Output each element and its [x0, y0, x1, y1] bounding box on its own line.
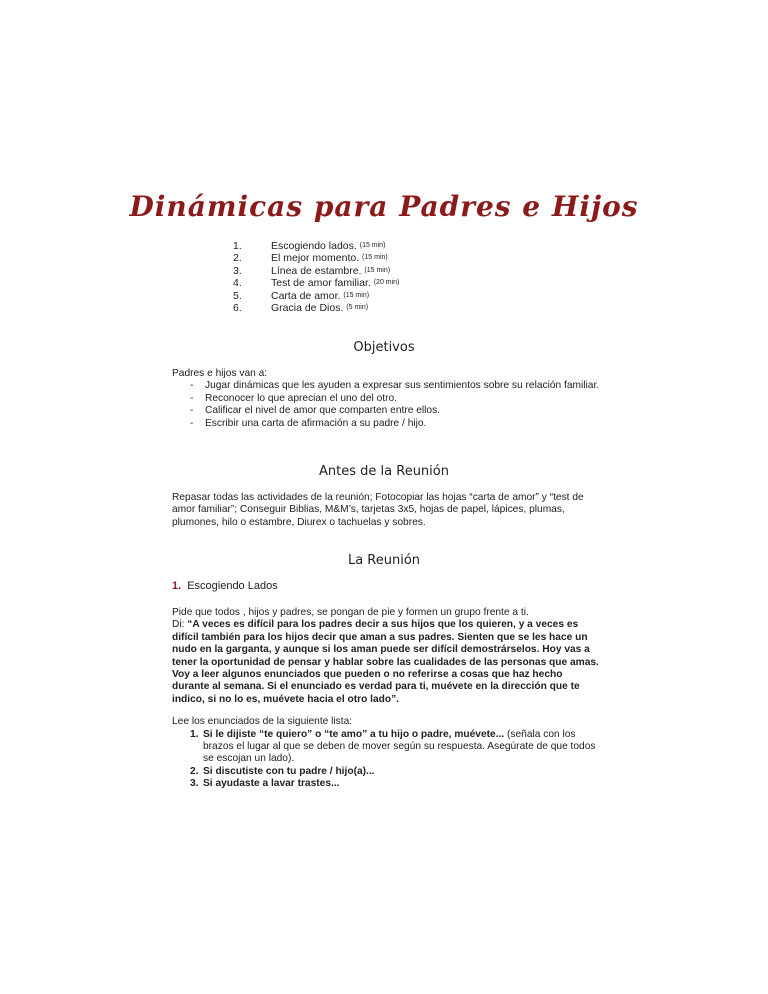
page-title: Dinámicas para Padres e Hijos	[129, 190, 639, 223]
reunion-heading: La Reunión	[347, 553, 421, 568]
list-bold-text: Si discutiste con tu padre / hijo(a)...	[203, 765, 375, 777]
objetivos-heading: Objetivos	[353, 340, 415, 355]
toc-label: Gracia de Dios.	[271, 302, 344, 315]
list-item: - Calificar el nivel de amor que comparten entre ellos.	[172, 405, 602, 417]
toc-time: (15 min)	[359, 242, 386, 249]
toc-label: El mejor momento.	[271, 252, 360, 265]
list-item: - Reconocer lo que aprecian el uno del otro.	[172, 393, 602, 405]
toc-number: 2.	[233, 252, 242, 265]
toc-number: 6.	[233, 302, 242, 315]
di-prefix: Di:	[172, 619, 188, 631]
list-number: 2.	[190, 765, 199, 777]
table-of-contents	[233, 240, 399, 314]
toc-item	[233, 252, 399, 264]
antes-heading: Antes de la Reunión	[319, 464, 449, 479]
list-item	[172, 729, 602, 766]
toc-label: Carta de amor.	[271, 289, 341, 302]
toc-label: Escogiendo lados.	[271, 240, 357, 252]
toc-time: (20 min)	[373, 279, 400, 287]
activity-heading	[172, 580, 278, 592]
list-number: 1.	[190, 728, 199, 740]
toc-time: (15 min)	[362, 254, 388, 262]
toc-item	[233, 240, 399, 252]
list-item: - Escribir una carta de afirmación a su padre / hijo.	[172, 418, 602, 430]
enunciados-list	[172, 729, 602, 791]
toc-number: 3.	[233, 264, 242, 277]
toc-number: 1.	[233, 240, 242, 252]
toc-number: 5.	[233, 289, 242, 302]
list-intro: Lee los enunciados de la siguiente lista:	[172, 716, 353, 728]
list-item: - Jugar dinámicas que les ayuden a expresar sus sentimientos sobre su relación familiar.	[172, 380, 602, 392]
toc-time: (5 min)	[346, 304, 369, 312]
toc-time: (15 min)	[364, 266, 391, 274]
objetivos-intro: Padres e hijos van a:	[172, 368, 268, 379]
toc-item	[233, 302, 399, 314]
toc-number: 4.	[233, 277, 242, 290]
list-item	[172, 766, 602, 778]
antes-body: Repasar todas las actividades de la reunión; Fotocopiar las hojas “carta de amor” y “test de amor familiar”; Conseguir Biblias, M&M’s, tarjetas 3x5, hojas de papel, lápices, plumas, plumones, hilo o estambre, Diurex o tachuelas y sobres.	[172, 492, 584, 528]
quote-text: “A veces es difícil para los padres decir a sus hijos que los quieren, y a veces es difícil también para los hijos decir que aman a sus padres. Sienten que se les hace un nudo en la garganta, y aunque si los aman puede ser difícil demostrárselos. Hoy vas a tener la oportunidad de pensar y hablar sobre las cualidades de las personas que amas.	[172, 619, 599, 668]
activity-number: 1.	[172, 580, 182, 592]
reunion-body	[172, 607, 602, 791]
list-item	[172, 778, 602, 790]
objetivos-list	[172, 380, 602, 430]
toc-time: (15 min)	[343, 291, 370, 299]
instruction-paragraph: Pide que todos , hijos y padres, se pongan de pie y formen un grupo frente a ti.	[172, 607, 529, 618]
toc-item	[233, 277, 399, 289]
quote-paragraph	[172, 619, 602, 669]
toc-item	[233, 265, 399, 277]
quote-continuation: Voy a leer algunos enunciados que pueden o no referirse a cosas que haz hecho durante al semana. Si el enunciado es verdad para ti, muévete en la dirección que te indico, si no lo es, muévete hacia el otro lado”.	[172, 669, 580, 705]
list-number: 3.	[190, 778, 199, 790]
activity-title: Escogiendo Lados	[187, 580, 278, 592]
toc-label: Línea de estambre.	[271, 264, 362, 277]
list-rest-text: (señala con los brazos el lugar al que se deben de mover según su respuesta. Asegúrate de que todos se escojan un lado).	[203, 728, 596, 765]
list-bold-text: Si ayudaste a lavar trastes...	[203, 778, 340, 790]
toc-label: Test de amor familiar.	[271, 277, 371, 290]
list-bold-text: Si le dijiste “te quiero” o “te amo” a tu hijo o padre, muévete...	[203, 728, 505, 740]
toc-item	[233, 290, 399, 302]
objetivos-section	[172, 368, 602, 430]
